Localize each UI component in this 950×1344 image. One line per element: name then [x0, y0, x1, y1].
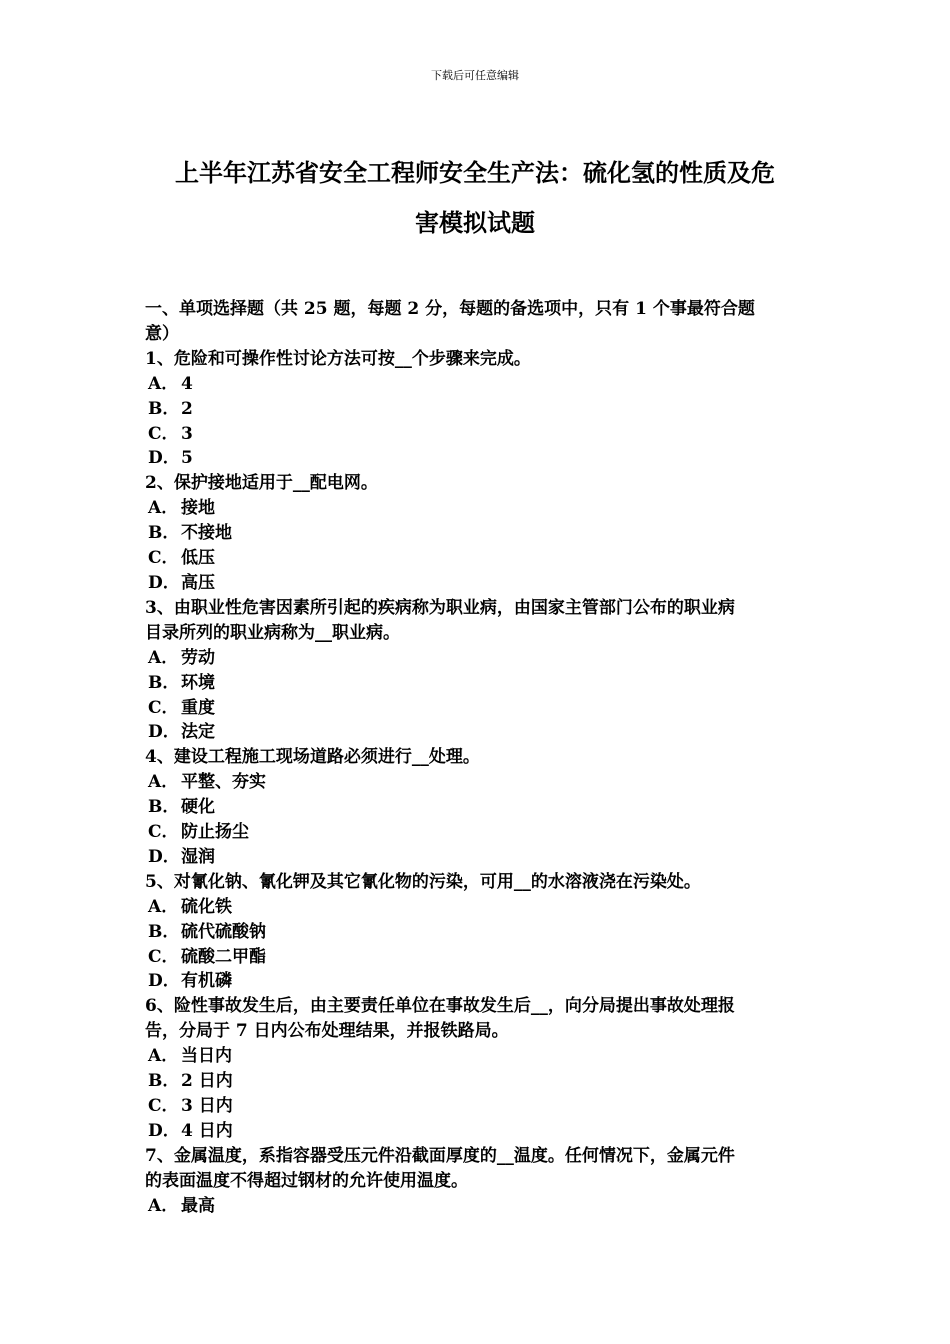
option-text: 法定	[181, 722, 215, 743]
answer-option	[145, 422, 810, 447]
option-label: C．	[148, 822, 179, 843]
option-text: 3 日内	[181, 1096, 233, 1116]
option-label: B．	[148, 672, 180, 693]
option-text: 有机磷	[181, 971, 232, 992]
answer-option	[145, 945, 810, 970]
option-text: 劳动	[181, 647, 215, 668]
section-heading-line-2: 意）	[145, 323, 179, 344]
option-text: 4 日内	[181, 1120, 233, 1141]
question-text: 的表面温度不得超过钢材的允许使用温度。	[145, 1170, 468, 1191]
answer-option	[145, 795, 810, 820]
option-label: A．	[148, 498, 179, 519]
question-item	[145, 870, 810, 995]
option-label: D．	[148, 1120, 180, 1141]
answer-option	[145, 895, 810, 920]
option-text: 接地	[181, 498, 215, 519]
option-text: 硫化铁	[181, 896, 232, 917]
answer-option	[145, 671, 810, 696]
option-label: D．	[148, 572, 180, 593]
option-text: 硫代硫酸钠	[181, 921, 266, 942]
option-label: B．	[148, 523, 180, 544]
answer-option	[145, 1119, 810, 1144]
page-header: 下载后可任意编辑	[431, 69, 519, 82]
question-text: 目录所列的职业病称为__职业病。	[145, 622, 400, 643]
option-text: 高压	[181, 572, 215, 593]
option-label: D．	[148, 448, 180, 469]
answer-option	[145, 696, 810, 721]
option-label: A．	[148, 772, 179, 793]
option-label: D．	[148, 846, 180, 867]
answer-option	[145, 646, 810, 671]
option-text: 低压	[181, 548, 215, 569]
answer-option	[145, 1069, 810, 1094]
answer-option	[145, 820, 810, 845]
option-label: A．	[148, 1195, 179, 1216]
answer-option	[145, 372, 810, 397]
question-item	[145, 347, 810, 472]
question-item	[145, 471, 810, 596]
option-text: 2	[181, 398, 193, 419]
option-text: 2 日内	[181, 1071, 233, 1092]
option-label: B．	[148, 797, 180, 818]
option-label: D．	[148, 971, 180, 992]
option-label: C．	[148, 946, 179, 967]
option-label: D．	[148, 722, 180, 743]
answer-option	[145, 521, 810, 546]
option-label: A．	[148, 647, 179, 668]
answer-option	[145, 1094, 810, 1119]
answer-option	[145, 770, 810, 795]
option-label: A．	[148, 896, 179, 917]
option-text: 不接地	[181, 523, 232, 544]
option-text: 4	[181, 373, 193, 394]
question-text: 6、险性事故发生后，由主要责任单位在事故发生后__，向分局提出事故处理报	[145, 996, 735, 1017]
option-text: 3	[181, 423, 193, 444]
answer-option	[145, 920, 810, 945]
option-text: 重度	[181, 697, 215, 718]
option-text: 环境	[181, 672, 215, 693]
option-label: B．	[148, 921, 180, 942]
title-line-2: 害模拟试题	[415, 208, 535, 237]
option-label: B．	[148, 398, 180, 419]
answer-option	[145, 446, 810, 471]
question-item	[145, 745, 810, 870]
answer-option	[145, 720, 810, 745]
answer-option	[145, 1044, 810, 1069]
question-text: 3、由职业性危害因素所引起的疾病称为职业病，由国家主管部门公布的职业病	[145, 597, 735, 618]
question-text: 4、建设工程施工现场道路必须进行__处理。	[145, 747, 480, 768]
answer-option	[145, 546, 810, 571]
answer-option	[145, 1194, 810, 1219]
option-label: A．	[148, 1046, 179, 1067]
question-text: 7、金属温度，系指容器受压元件沿截面厚度的__温度。任何情况下，金属元件	[145, 1145, 735, 1166]
question-list	[145, 347, 810, 1219]
document-body	[145, 297, 810, 1219]
answer-option	[145, 496, 810, 521]
option-text: 硫酸二甲酯	[181, 946, 266, 967]
answer-option	[145, 845, 810, 870]
option-text: 当日内	[181, 1046, 232, 1067]
question-text: 告，分局于 7 日内公布处理结果，并报铁路局。	[145, 1021, 509, 1042]
document-title	[150, 148, 800, 248]
option-text: 湿润	[181, 846, 215, 867]
option-label: C．	[148, 697, 179, 718]
option-label: C．	[148, 423, 179, 444]
section-heading-line-1: 一、单项选择题（共 25 题，每题 2 分，每题的备选项中，只有 1 个事最符合题	[145, 299, 755, 319]
answer-option	[145, 571, 810, 596]
option-text: 硬化	[181, 797, 215, 818]
option-text: 平整、夯实	[181, 772, 266, 793]
option-text: 5	[181, 448, 193, 469]
question-text: 2、保护接地适用于__配电网。	[145, 473, 378, 494]
question-item	[145, 994, 810, 1143]
option-label: A．	[148, 373, 179, 394]
question-text: 1、危险和可操作性讨论方法可按__个步骤来完成。	[145, 348, 531, 369]
question-text: 5、对氰化钠、氰化钾及其它氰化物的污染，可用__的水溶液浇在污染处。	[145, 871, 701, 892]
answer-option	[145, 397, 810, 422]
option-label: C．	[148, 1096, 179, 1116]
option-label: C．	[148, 548, 179, 569]
answer-option	[145, 969, 810, 994]
option-text: 最高	[181, 1195, 215, 1216]
question-item	[145, 1144, 810, 1219]
title-line-1: 上半年江苏省安全工程师安全生产法：硫化氢的性质及危	[175, 158, 775, 187]
option-text: 防止扬尘	[181, 822, 249, 843]
option-label: B．	[148, 1071, 180, 1092]
question-item	[145, 596, 810, 745]
